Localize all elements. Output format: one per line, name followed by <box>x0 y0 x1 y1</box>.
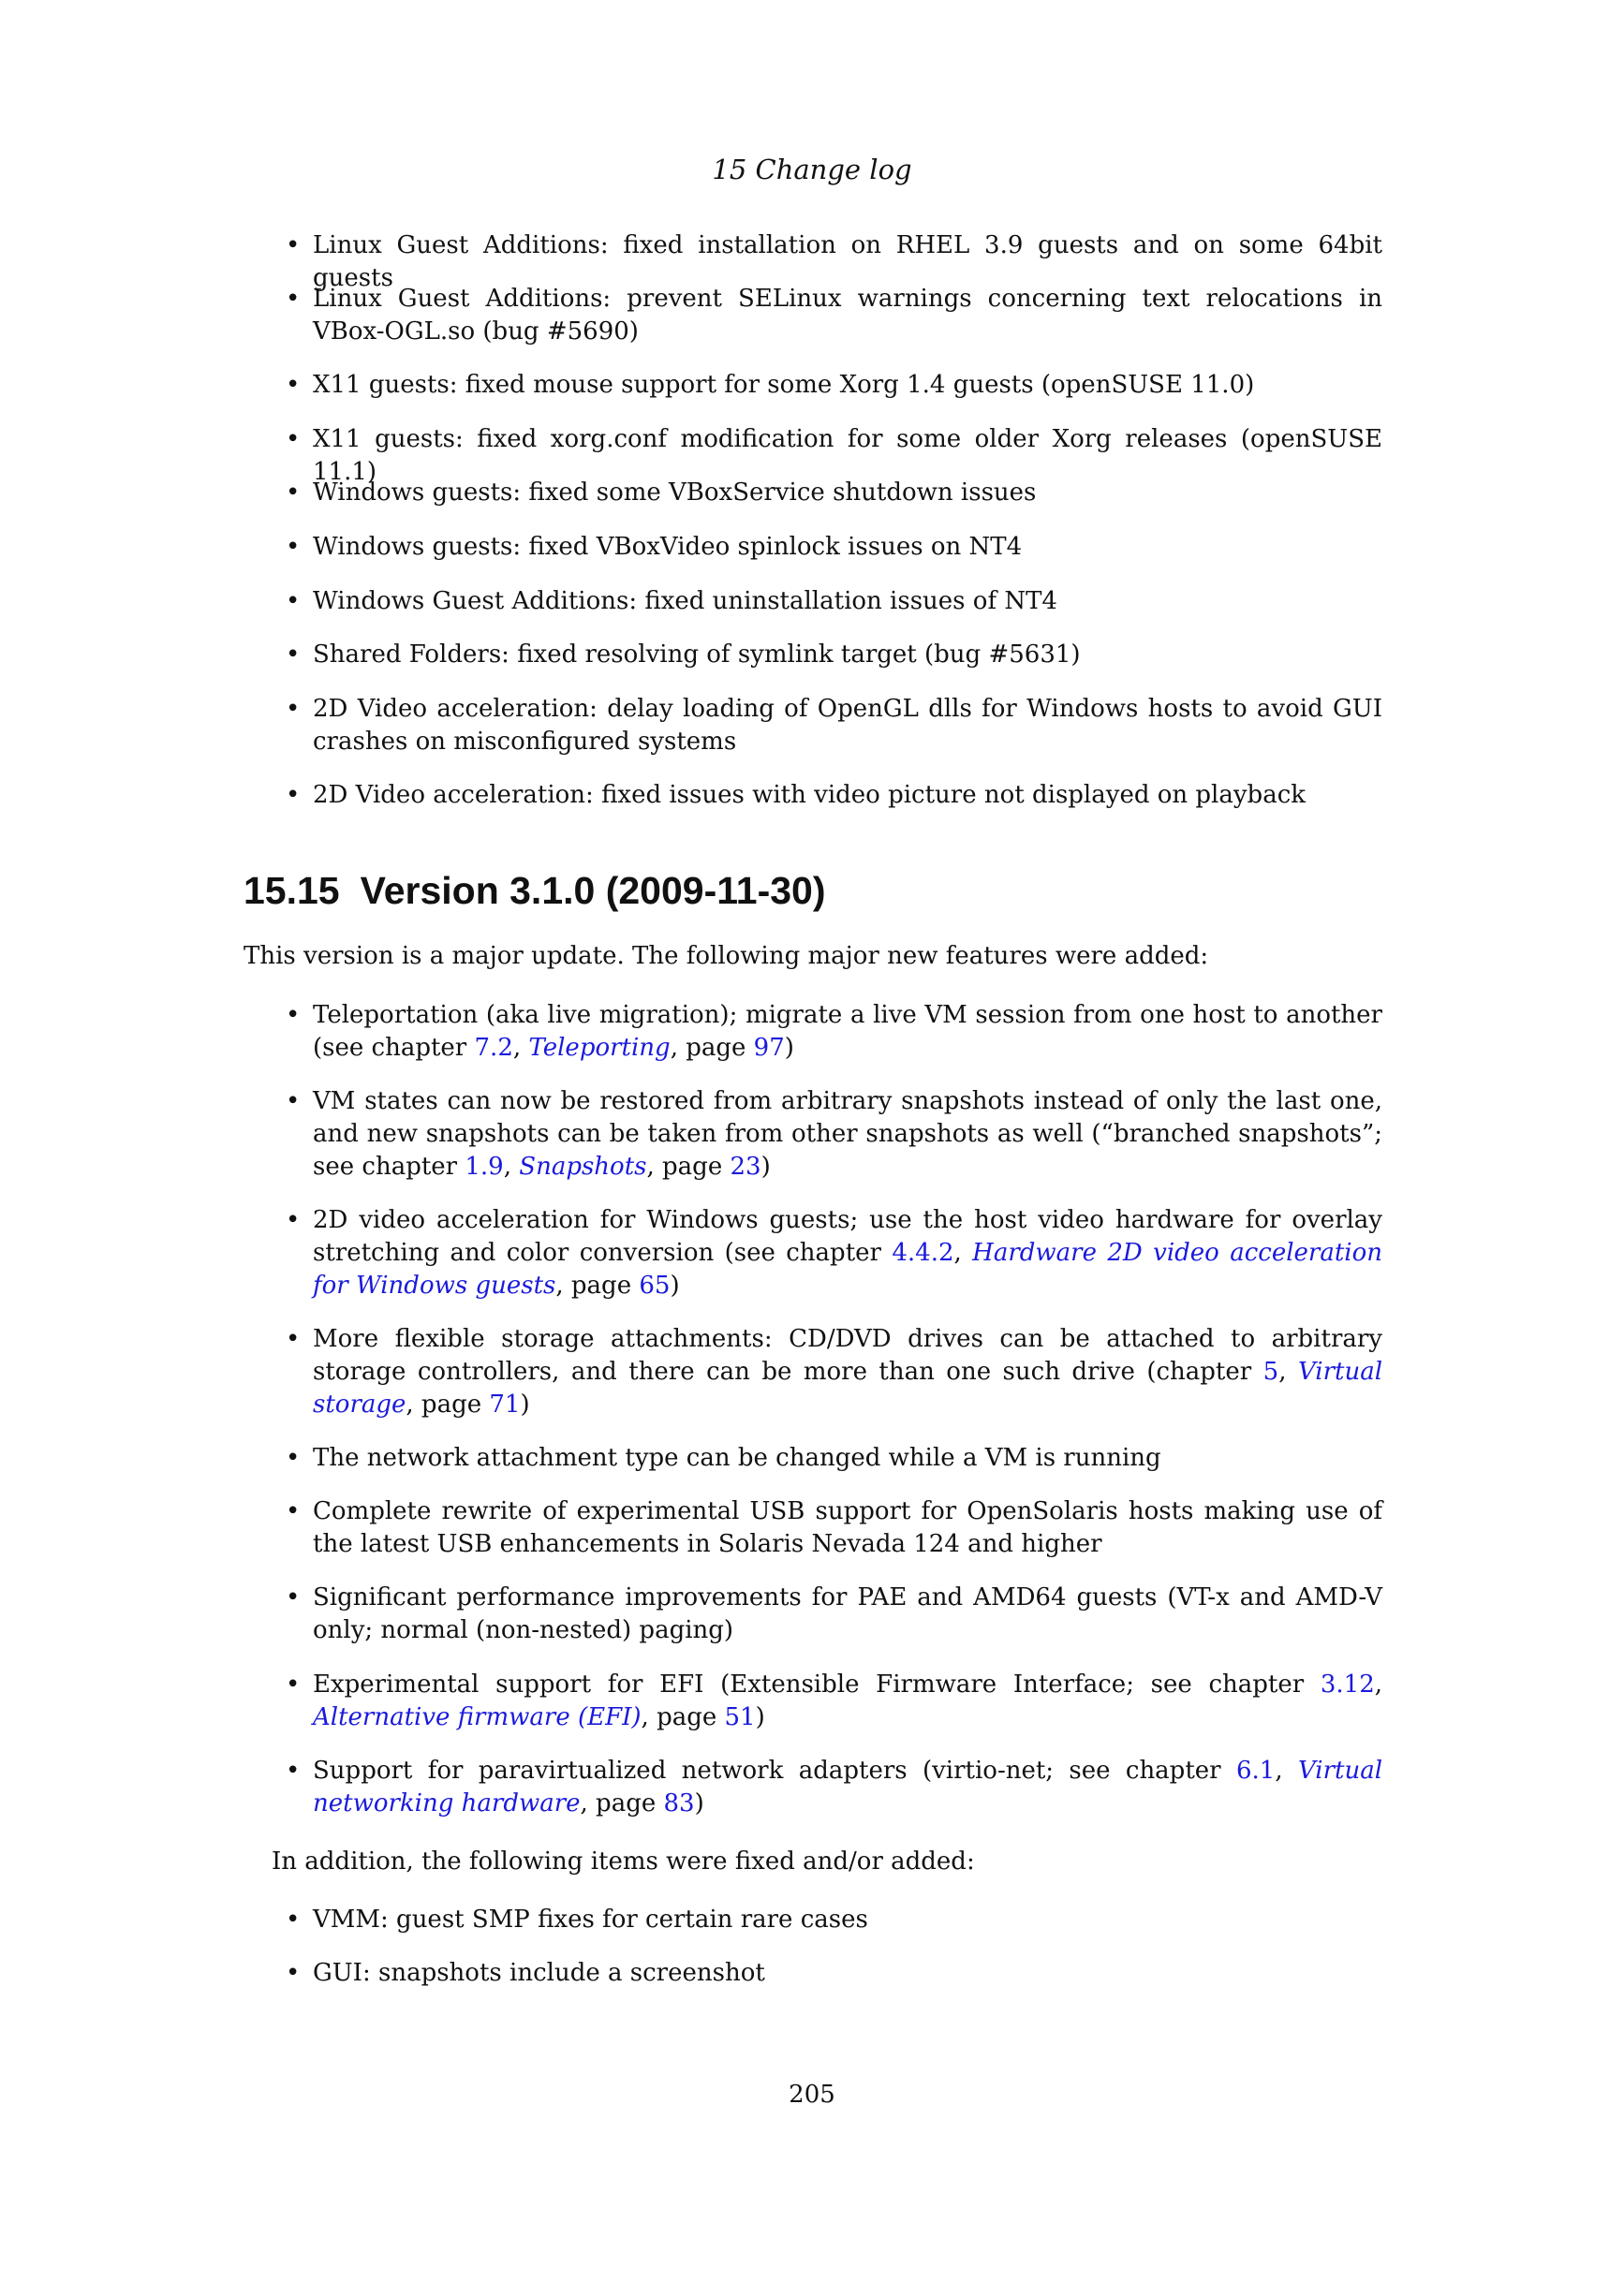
list-item: • Windows Guest Additions: fixed uninstallation issues of NT4 <box>283 585 1382 618</box>
list-item: • Complete rewrite of experimental USB support for OpenSolaris hosts making use of the latest USB enhancements in Solaris Nevada 124 and higher <box>286 1497 1382 1558</box>
list-item: • 2D video acceleration for Windows guests; use the host video hardware for overlay stretching and color conversion (see chapter 4.4.2, Hardware 2D video acceleration for Windows guests, page 65) <box>286 1206 1383 1300</box>
page-link[interactable]: 97 <box>753 1034 785 1062</box>
list-item: • 2D Video acceleration: delay loading of OpenGL dlls for Windows hosts to avoid GUI crashes on misconfigured systems <box>286 695 1382 756</box>
bullet-icon: • <box>286 478 301 507</box>
list-item: • Windows guests: fixed some VBoxService shutdown issues <box>283 477 1382 509</box>
list-item: • Significant performance improvements for PAE and AMD64 guests (VT-x and AMD-V only; normal (non-nested) paging) <box>286 1583 1382 1644</box>
bullet-icon: • <box>286 533 301 561</box>
chapter-link[interactable]: 7.2 <box>474 1034 513 1062</box>
bullet-icon: • <box>286 1670 301 1699</box>
list-item: • Experimental support for EFI (Extensible Firmware Interface; see chapter 3.12, Alternative firmware (EFI), page 51) <box>286 1670 1382 1731</box>
section-number: 15.15 <box>244 869 340 912</box>
section-intro: This version is a major update. The following major new features were added: <box>244 942 1209 970</box>
bullet-icon: • <box>286 231 301 259</box>
bullet-icon: • <box>286 1583 301 1612</box>
list-item: • GUI: snapshots include a screenshot <box>283 1957 1382 1990</box>
page-link[interactable]: 71 <box>489 1391 521 1419</box>
chapter-title-link[interactable]: Teleporting <box>528 1034 671 1062</box>
page-link[interactable]: 65 <box>639 1272 671 1300</box>
list-item: • Linux Guest Additions: fixed installation on RHEL 3.9 guests and on some 64bit guests <box>286 231 1382 292</box>
running-header: 15 Change log <box>712 154 912 185</box>
bullet-icon: • <box>286 285 301 313</box>
bullet-icon: • <box>286 1497 301 1525</box>
bullet-icon: • <box>286 640 301 669</box>
list-item: • Teleportation (aka live migration); migrate a live VM session from one host to another (see chapter 7.2, Teleporting, page 97) <box>286 1001 1382 1062</box>
bullet-icon: • <box>286 371 301 399</box>
bullet-icon: • <box>286 1001 301 1029</box>
chapter-title-link[interactable]: Virtual networking hardware <box>313 1757 1383 1818</box>
list-item: • VM states can now be restored from arbitrary snapshots instead of only the last one, and new snapshots can be taken from other snapshots as well (“branched snapshots”; see chapter 1.9, Snapshots, page 23) <box>286 1087 1382 1181</box>
chapter-link[interactable]: 1.9 <box>465 1153 504 1181</box>
chapter-link[interactable]: 4.4.2 <box>892 1239 954 1267</box>
bullet-icon: • <box>286 781 301 809</box>
bullet-icon: • <box>286 695 301 723</box>
chapter-title-link[interactable]: Alternative firmware (EFI) <box>313 1703 642 1731</box>
chapter-link[interactable]: 6.1 <box>1235 1757 1276 1785</box>
bullet-icon: • <box>286 1325 301 1353</box>
page-link[interactable]: 83 <box>663 1789 695 1818</box>
bullet-icon: • <box>286 1206 301 1234</box>
list-item: • Shared Folders: fixed resolving of symlink target (bug #5631) <box>283 639 1382 671</box>
list-item: • More flexible storage attachments: CD/DVD drives can be attached to arbitrary storage controllers, and there can be more than one such drive (chapter 5, Virtual storage, page 71) <box>286 1325 1383 1419</box>
bullet-icon: • <box>286 1444 301 1472</box>
chapter-title-link[interactable]: Snapshots <box>519 1153 647 1181</box>
chapter-link[interactable]: 5 <box>1262 1358 1279 1386</box>
section-heading <box>244 866 825 915</box>
additional-intro: In addition, the following items were fixed and/or added: <box>272 1847 975 1876</box>
bullet-icon: • <box>286 1959 301 1987</box>
chapter-link[interactable]: 3.12 <box>1320 1670 1375 1699</box>
list-item: • X11 guests: fixed mouse support for some Xorg 1.4 guests (openSUSE 11.0) <box>283 369 1382 402</box>
list-item: • VMM: guest SMP fixes for certain rare cases <box>283 1904 1382 1936</box>
page-number: 205 <box>789 2081 835 2109</box>
bullet-icon: • <box>286 1906 301 1934</box>
page-link[interactable]: 51 <box>724 1703 756 1731</box>
list-item: • X11 guests: fixed xorg.conf modification for some older Xorg releases (openSUSE 11.1) <box>286 425 1382 486</box>
chapter-title-link[interactable]: Virtual storage <box>313 1358 1383 1419</box>
bullet-icon: • <box>286 1087 301 1115</box>
chapter-title-link[interactable]: Hardware 2D video acceleration for Windows guests <box>313 1239 1383 1300</box>
page-link[interactable]: 23 <box>730 1153 761 1181</box>
list-item: • Support for paravirtualized network adapters (virtio-net; see chapter 6.1, Virtual networking hardware, page 83) <box>286 1757 1383 1818</box>
list-item: • The network attachment type can be changed while a VM is running <box>283 1442 1382 1475</box>
bullet-icon: • <box>286 1757 301 1785</box>
list-item: • 2D Video acceleration: fixed issues with video picture not displayed on playback <box>283 779 1382 812</box>
list-item: • Windows guests: fixed VBoxVideo spinlock issues on NT4 <box>283 531 1382 564</box>
list-item: • Linux Guest Additions: prevent SELinux warnings concerning text relocations in VBox-OGL.so (bug #5690) <box>286 285 1382 346</box>
bullet-icon: • <box>286 587 301 615</box>
section-title: Version 3.1.0 (2009-11-30) <box>360 869 826 912</box>
bullet-icon: • <box>286 425 301 453</box>
